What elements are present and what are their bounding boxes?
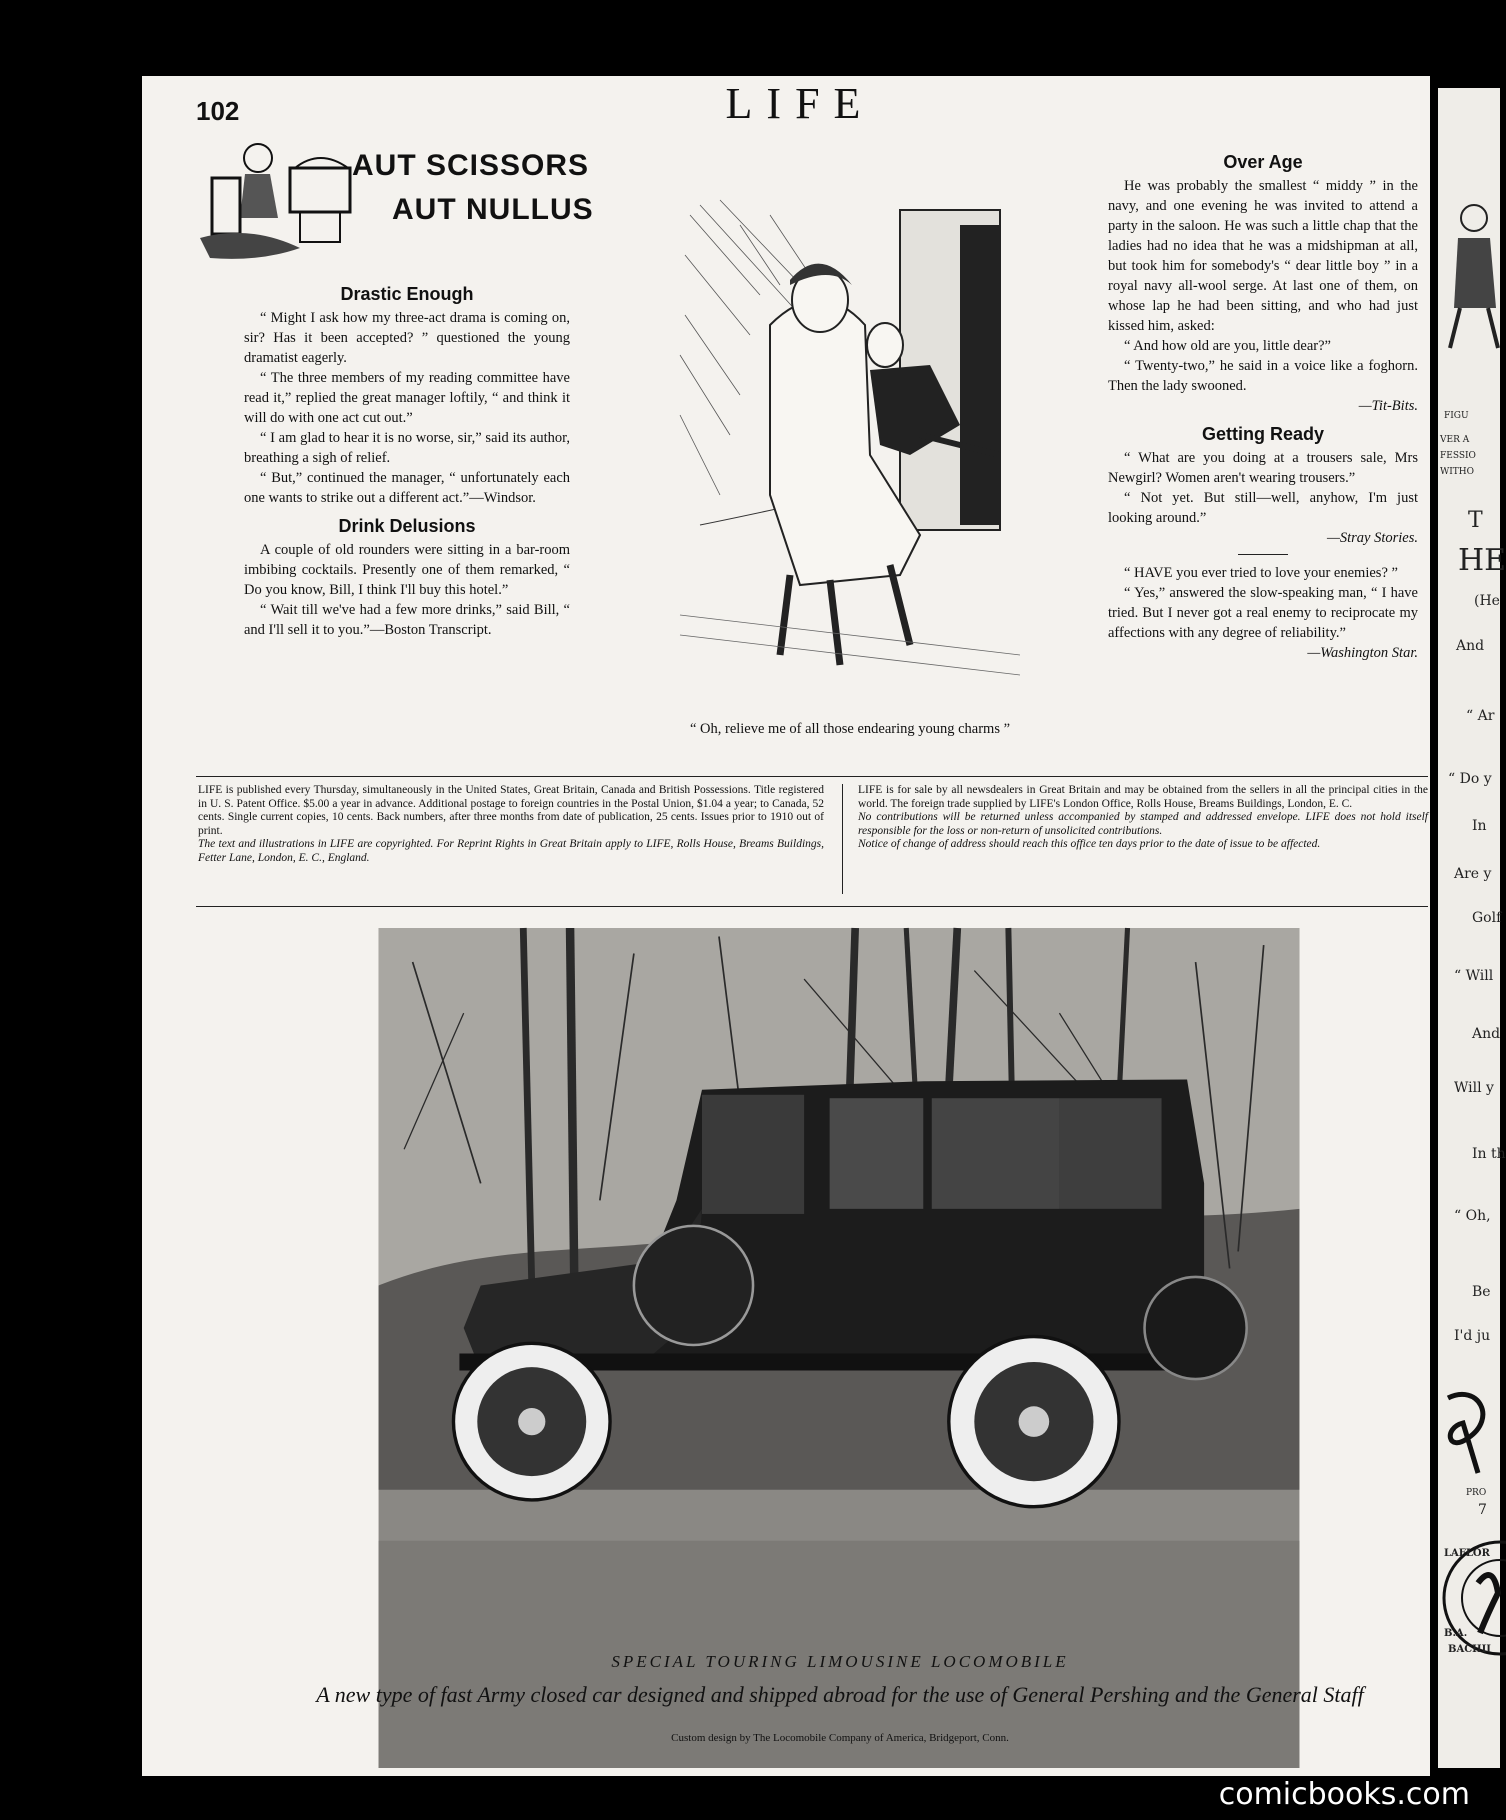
story-paragraph: “ Twenty-two,” he said in a voice like a foghorn. Then the lady swooned. <box>1108 358 1418 394</box>
strip-text: 7 <box>1478 1502 1487 1518</box>
notice-paragraph: LIFE is published every Thursday, simultaneously in the United States, Great Britain, Canada and British Possessions. Title registered in U. S. Patent Office. $5.00 a year in advance. Additional postage to foreign countries in the Postal Union, $1.04 a year; to Canada, 52 cents. Single current copies, 10 cents. Back numbers, after three months from date of publication, 25 cents. Issues prior to 1910 out of print. <box>198 784 824 837</box>
story-heading: Over Age <box>1223 152 1303 172</box>
strip-text: And <box>1456 638 1485 654</box>
adjacent-script-logo <box>1438 1388 1500 1478</box>
strip-text: “ Do y <box>1448 771 1492 787</box>
advert-subtitle: A new type of fast Army closed car designed and shipped abroad for the use of General Pershing and the General Staff <box>316 1682 1364 1707</box>
story-paragraph: “ The three members of my reading committee have read it,” replied the great manager loftily, “ and think it will do with one act cut out.” <box>244 370 570 426</box>
strip-text: Be <box>1472 1284 1491 1300</box>
scissors-editor-illustration <box>200 138 352 264</box>
limousine-photograph <box>298 928 1380 1768</box>
divider <box>842 784 843 894</box>
story-paragraph: “ HAVE you ever tried to love your enemies? ” <box>1124 565 1398 581</box>
story-paragraph: “ And how old are you, little dear?” <box>1124 338 1331 354</box>
strip-text: In th <box>1472 1146 1506 1162</box>
strip-text: PRO <box>1466 1488 1487 1498</box>
right-column <box>1108 152 1418 663</box>
strip-text: FESSIO <box>1440 451 1476 461</box>
notice-paragraph: LIFE is for sale by all newsdealers in Great Britain and may be obtained from the sellers in all the principal cities in the world. The foreign trade supplied by LIFE's London Office, Rolls House, Breams Buildings, London, E. C. <box>858 784 1428 810</box>
story-heading: Getting Ready <box>1201 424 1325 444</box>
notice-paragraph: No contributions will be returned unless accompanied by stamped and addressed envelope. LIFE does not hold itself responsible for the loss or non-return of unsolicited contributions. <box>858 811 1428 837</box>
strip-text: BACHII <box>1448 1644 1491 1655</box>
notice-paragraph: The text and illustrations in LIFE are copyrighted. For Reprint Rights in Great Britain apply to LIFE, Rolls House, Breams Buildings, Fetter Lane, London, E. C., England. <box>198 838 824 864</box>
advert-credit: Custom design by The Locomobile Company of America, Bridgeport, Conn. <box>671 1732 1009 1744</box>
masthead-title: LIFE <box>725 79 875 128</box>
story-paragraph: “ But,” continued the manager, “ unfortunately each one wants to strike out a different act.”—Windsor. <box>244 470 570 506</box>
page-number: 102 <box>196 96 240 126</box>
story-paragraph: A couple of old rounders were sitting in a bar-room imbibing cocktails. Presently one of them remarked, “ Do you know, Bill, I think I'll buy this hotel.” <box>244 542 570 598</box>
strip-text: Will y <box>1454 1080 1494 1096</box>
section-title-line2: AUT NULLUS <box>392 193 594 226</box>
strip-text: T <box>1468 508 1483 533</box>
story-paragraph: “ Might I ask how my three-act drama is coming on, sir? Has it been accepted? ” questioned the young dramatist eagerly. <box>244 310 570 366</box>
strip-text: FIGU <box>1444 411 1469 421</box>
cartoon-illustration <box>680 195 1020 685</box>
story-paragraph: “ Yes,” answered the slow-speaking man, “ I have tried. But I never got a real enemy to reciprocate my affections with any degree of reliability.” <box>1108 585 1418 641</box>
notice-paragraph: Notice of change of address should reach this office ten days prior to the date of issue to be affected. <box>858 838 1321 850</box>
strip-text: (He <box>1474 593 1500 609</box>
strip-text: “ Will <box>1454 968 1494 984</box>
strip-text: Are y <box>1454 866 1492 882</box>
strip-text: And <box>1472 1026 1501 1042</box>
story-heading: Drink Delusions <box>338 516 476 536</box>
strip-text: I'd ju <box>1454 1328 1491 1344</box>
cartoon-caption: “ Oh, relieve me of all those endearing young charms ” <box>689 721 1011 737</box>
divider <box>1238 554 1288 555</box>
section-title-line1: AUT SCISSORS <box>352 149 590 182</box>
story-paragraph: “ I am glad to hear it is no worse, sir,” said its author, breathing a sigh of relief. <box>244 430 570 466</box>
divider <box>196 776 1428 777</box>
story-heading: Drastic Enough <box>340 284 474 304</box>
strip-text: Golf <box>1472 910 1502 926</box>
advert-title: SPECIAL TOURING LIMOUSINE LOCOMOBILE <box>611 1652 1069 1671</box>
publisher-notice-right <box>858 784 1428 852</box>
site-watermark: comicbooks.com <box>1218 1777 1470 1812</box>
publisher-notice-left <box>198 784 824 865</box>
left-column <box>244 276 570 640</box>
adjacent-figure-illustration <box>1438 198 1500 358</box>
story-paragraph: “ Wait till we've had a few more drinks,” said Bill, “ and I'll sell it to you.”—Boston Transcript. <box>244 602 570 638</box>
story-paragraph: “ What are you doing at a trousers sale, Mrs Newgirl? Women aren't wearing trousers.” <box>1108 450 1418 486</box>
strip-text: VER A <box>1440 435 1470 445</box>
strip-text: B.A. <box>1444 1628 1468 1639</box>
story-source: —Stray Stories. <box>1326 530 1418 546</box>
adjacent-page-strip <box>1438 88 1506 1768</box>
divider <box>196 906 1428 907</box>
strip-text: LAFLOR <box>1444 1548 1490 1559</box>
story-paragraph: “ Not yet. But still—well, anyhow, I'm just looking around.” <box>1108 490 1418 526</box>
strip-text: In <box>1472 818 1487 834</box>
strip-text: WITHO <box>1440 467 1475 477</box>
story-source: —Washington Star. <box>1307 645 1418 661</box>
strip-text: “ Oh, <box>1454 1208 1491 1224</box>
story-source: —Tit-Bits. <box>1358 398 1418 414</box>
strip-text: “ Ar <box>1466 708 1495 724</box>
story-paragraph: He was probably the smallest “ middy ” in the navy, and one evening he was invited to attend a party in the saloon. He was such a little chap that the ladies had no idea that he was a midshipman at all, but took him for somebody's “ dear little boy ” in a royal navy all-wool serge. At last one of them, on whose lap he had been sitting, and who had just kissed him, asked: <box>1108 178 1418 334</box>
strip-text: HE <box>1458 543 1506 578</box>
